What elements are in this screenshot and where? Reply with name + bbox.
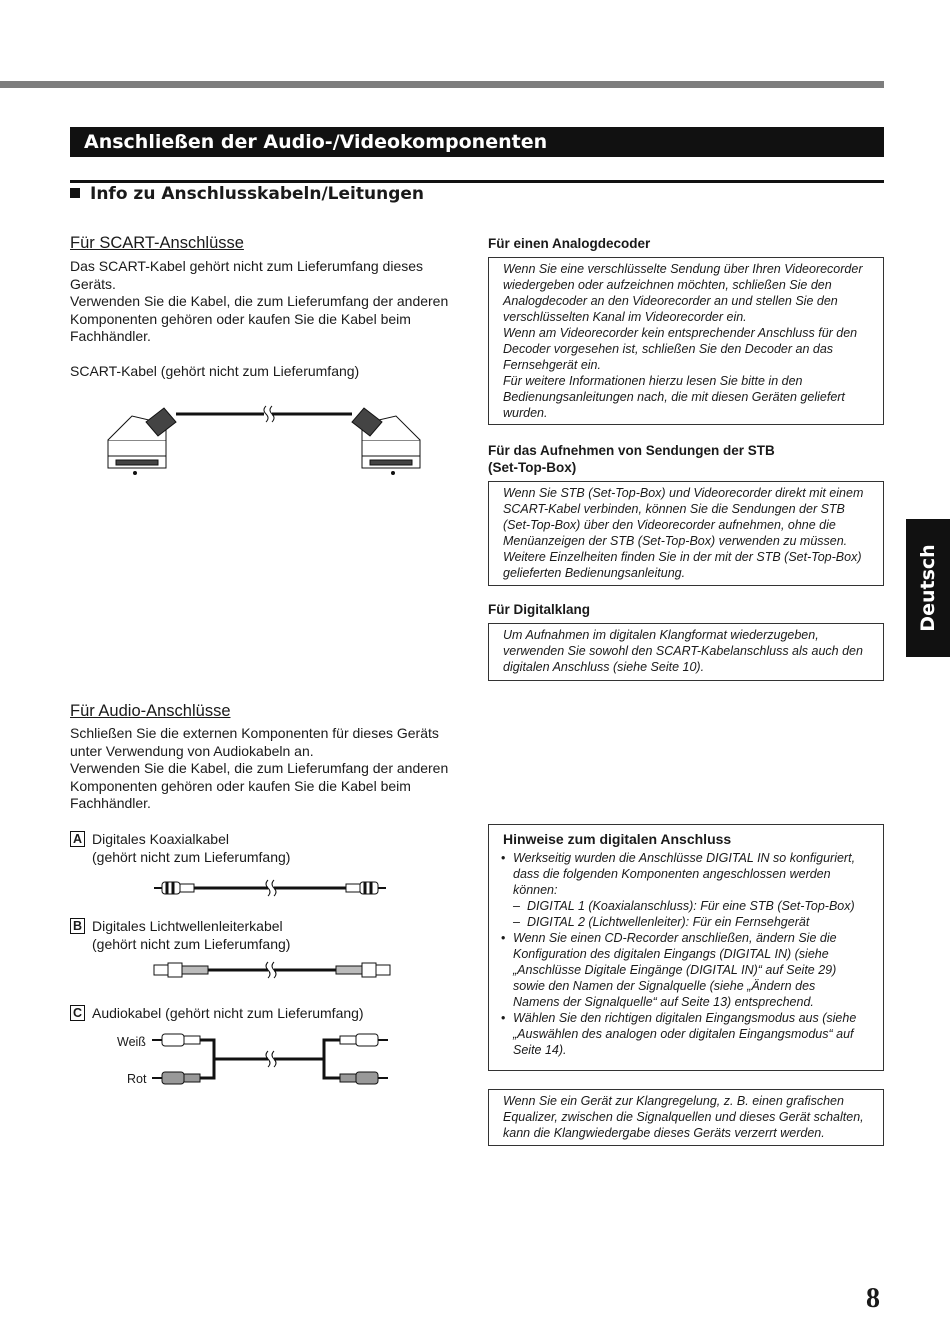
text-line: (gehört nicht zum Lieferumfang) bbox=[92, 935, 291, 952]
text-line: Digitales Lichtwellenleiterkabel bbox=[92, 918, 283, 934]
text-line: (gehört nicht zum Lieferumfang) bbox=[92, 848, 291, 865]
digitalklang-heading: Für Digitalklang bbox=[488, 602, 591, 617]
language-tab bbox=[906, 519, 950, 657]
stb-note-box bbox=[488, 481, 884, 586]
text-line: Für das Aufnehmen von Sendungen der STB bbox=[488, 443, 775, 458]
coax-cable-illustration bbox=[150, 876, 390, 900]
square-bullet-icon bbox=[70, 188, 80, 198]
optical-cable-label bbox=[92, 918, 290, 953]
text-line: dass die folgenden Komponenten angeschlossen werden bbox=[513, 867, 831, 881]
text-line: Schließen Sie die externen Komponenten für dieses Geräts bbox=[70, 725, 439, 741]
list-item bbox=[503, 850, 871, 898]
digitalklang-note-box bbox=[488, 623, 884, 681]
text-line: Analogdecoder an den Videorecorder an und stellen Sie den bbox=[503, 294, 838, 308]
text-line: Wenn Sie ein Gerät zur Klangregelung, z. B. einen grafischen bbox=[503, 1094, 844, 1108]
scart-text bbox=[70, 258, 448, 346]
optical-cable-illustration bbox=[150, 958, 395, 982]
language-tab-label: Deutsch bbox=[917, 544, 939, 632]
top-rule bbox=[0, 81, 884, 88]
scart-cable-illustration bbox=[100, 400, 430, 480]
text-line: SCART-Kabel verbinden, können Sie die Sendungen der STB bbox=[503, 502, 845, 516]
cable-letter-b: B bbox=[70, 918, 85, 934]
text-line: kann die Klangwiedergabe dieses Geräts verzerrt werden. bbox=[503, 1126, 825, 1140]
text-line: Konfiguration des digitalen Eingangs (DIGITAL IN) (siehe bbox=[513, 947, 829, 961]
text-line: Weitere Einzelheiten finden Sie in der mit der STB (Set-Top-Box) bbox=[503, 550, 862, 564]
text-line: „Anschlüsse Digitale Eingänge (DIGITAL IN)“ auf Seite 29) bbox=[513, 963, 837, 977]
subheading bbox=[70, 183, 424, 205]
text-line: Menüanzeigen der STB (Set-Top-Box) verwenden zu müssen. bbox=[503, 534, 848, 548]
text-line: Verwenden Sie die Kabel, die zum Lieferumfang der anderen bbox=[70, 293, 449, 309]
audio-cable-illustration bbox=[150, 1030, 390, 1090]
page-number: 8 bbox=[866, 1283, 880, 1314]
text-line: Digitales Koaxialkabel bbox=[92, 831, 229, 847]
text-line: Fachhändler. bbox=[70, 328, 151, 344]
text-line: Wenn Sie STB (Set-Top-Box) und Videorecorder direkt mit einem bbox=[503, 486, 864, 500]
text-line: Für weitere Informationen hierzu lesen Sie bitte in den bbox=[503, 374, 803, 388]
text-line: Wenn am Videorecorder kein entsprechender Anschluss für den bbox=[503, 326, 858, 340]
audio-cable-label: Audiokabel (gehört nicht zum Lieferumfang) bbox=[92, 1005, 364, 1021]
text-line: (Set-Top-Box) bbox=[488, 460, 577, 475]
text-line: Fachhändler. bbox=[70, 795, 151, 811]
text-line: können: bbox=[513, 883, 558, 897]
text-line: Komponenten gehören oder kaufen Sie die Kabel beim bbox=[70, 777, 411, 794]
text-line: Fernsehgerät ein. bbox=[503, 358, 601, 372]
white-label: Weiß bbox=[117, 1035, 146, 1049]
scart-caption: SCART-Kabel (gehört nicht zum Lieferumfang) bbox=[70, 363, 360, 379]
text-line: unter Verwendung von Audiokabeln an. bbox=[70, 742, 314, 759]
text-line: wurden. bbox=[503, 406, 548, 420]
analog-note-box bbox=[488, 257, 884, 425]
text-line: Equalizer, zwischen die Signalquellen und dieses Gerät schalten, bbox=[503, 1110, 864, 1124]
text-line: Um Aufnahmen im digitalen Klangformat wiederzugeben, bbox=[503, 628, 819, 642]
stb-heading bbox=[488, 442, 775, 476]
text-line: Decoder vorgesehen ist, schließen Sie den Decoder an das bbox=[503, 342, 834, 356]
cable-letter-c: C bbox=[70, 1005, 85, 1021]
red-label: Rot bbox=[127, 1072, 147, 1086]
text-line: Bedienungsanleitungen nach, die mit diesen Geräten geliefert bbox=[503, 390, 845, 404]
text-line: (Set-Top-Box) über den Videorecorder aufnehmen, ohne die bbox=[503, 518, 836, 532]
text-line: • Wenn Sie einen CD-Recorder anschließen, ändern Sie die bbox=[513, 931, 837, 945]
text-line: • Werkseitig wurden die Anschlüsse DIGITAL IN so konfiguriert, bbox=[513, 851, 856, 865]
text-line: digitalen Anschluss (siehe Seite 10). bbox=[503, 660, 705, 674]
text-line: gelieferten Bedienungsanleitung. bbox=[503, 566, 686, 580]
text-line: verwenden Sie sowohl den SCART-Kabelanschluss als auch den bbox=[503, 644, 863, 658]
audio-text bbox=[70, 725, 448, 813]
text-line: wiedergeben oder aufzeichnen möchten, schließen Sie den bbox=[503, 278, 832, 292]
subheading-text: Info zu Anschlusskabeln/Leitungen bbox=[90, 184, 424, 204]
hinweise-box bbox=[488, 824, 884, 1071]
section-title-bar: Anschließen der Audio-/Videokomponenten bbox=[70, 127, 884, 157]
hinweise-title: Hinweise zum digitalen Anschluss bbox=[503, 831, 732, 847]
text-line: sowie den Namen der Signalquelle (siehe „Ändern des bbox=[513, 979, 816, 993]
analog-heading: Für einen Analogdecoder bbox=[488, 236, 651, 251]
text-line: Wenn Sie eine verschlüsselte Sendung über Ihren Videorecorder bbox=[503, 262, 863, 276]
sub-item: – DIGITAL 1 (Koaxialanschluss): Für eine STB (Set-Top-Box) bbox=[503, 898, 871, 914]
text-line: Das SCART-Kabel gehört nicht zum Lieferumfang dieses bbox=[70, 258, 424, 274]
scart-title: Für SCART-Anschlüsse bbox=[70, 234, 244, 252]
text-line: Komponenten gehören oder kaufen Sie die Kabel beim bbox=[70, 310, 411, 327]
hinweise-list bbox=[503, 850, 871, 1058]
text-line: Namens der Signalquelle“ auf Seite 13) entsprechend. bbox=[513, 995, 814, 1009]
text-line: Seite 14). bbox=[513, 1043, 567, 1057]
text-line: „Auswählen des analogen oder digitalen Eingangsmodus“ auf bbox=[513, 1027, 854, 1041]
equalizer-note-box bbox=[488, 1089, 884, 1146]
text-line: Verwenden Sie die Kabel, die zum Lieferumfang der anderen bbox=[70, 760, 449, 776]
text-line: Geräts. bbox=[70, 275, 116, 292]
coax-cable-label bbox=[92, 831, 290, 866]
cable-letter-a: A bbox=[70, 831, 85, 847]
list-item bbox=[503, 930, 871, 1010]
text-line: • Wählen Sie den richtigen digitalen Eingangsmodus aus (siehe bbox=[513, 1011, 857, 1025]
list-item bbox=[503, 1010, 871, 1058]
text-line: verschlüsselten Kanal im Videorecorder ein. bbox=[503, 310, 747, 324]
audio-title: Für Audio-Anschlüsse bbox=[70, 702, 231, 720]
sub-item: – DIGITAL 2 (Lichtwellenleiter): Für ein Fernsehgerät bbox=[503, 914, 871, 930]
